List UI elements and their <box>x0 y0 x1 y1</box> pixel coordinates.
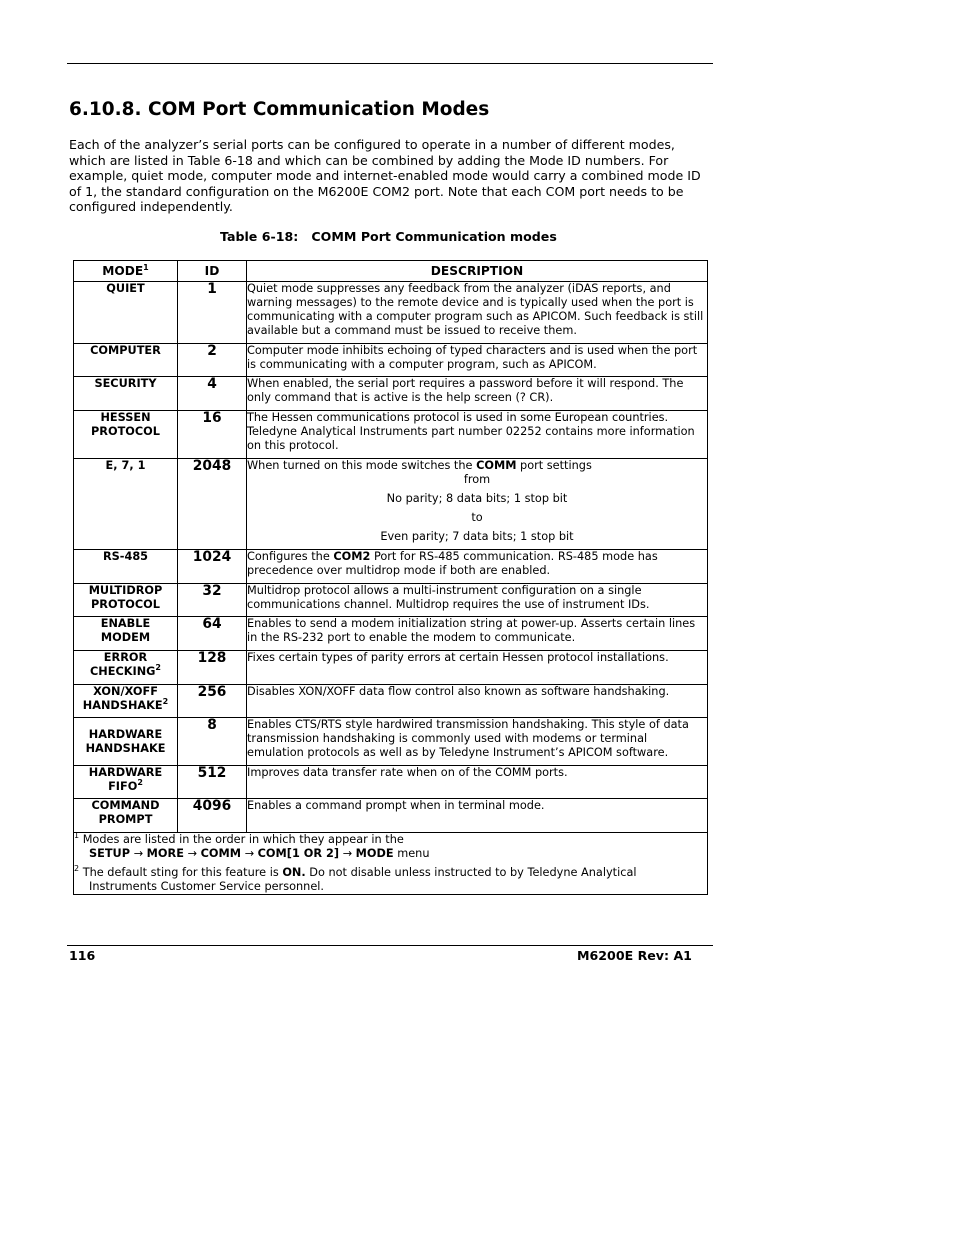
id-cell: 4 <box>178 377 247 411</box>
header-id: ID <box>178 261 247 282</box>
table-row <box>74 282 708 344</box>
description-cell: Enables CTS/RTS style hardwired transmission handshaking. This style of data transmission handshaking is commonly used with modems or terminal emulation protocols as well as by Teledyne Instrument’s APICOM software. <box>247 718 708 766</box>
id-cell: 2 <box>178 344 247 377</box>
table-notes-row <box>74 833 708 895</box>
id-cell: 32 <box>178 584 247 617</box>
note-2: $^2$ The default sting for this feature is ON. Do not disable unless instructed to by Teledyne Analytical <box>74 864 637 879</box>
table-row <box>74 550 708 584</box>
description-cell: Improves data transfer rate when on of the COMM ports. <box>247 766 708 799</box>
mode-cell: QUIET <box>74 282 178 344</box>
id-cell: 1024 <box>178 550 247 584</box>
description-cell: When enabled, the serial port requires a password before it will respond. The only command that is active is the help screen (? CR). <box>247 377 708 411</box>
table-row <box>74 344 708 377</box>
header-description: DESCRIPTION <box>247 261 708 282</box>
mode-cell: SECURITY <box>74 377 178 411</box>
mode-cell: HARDWARE FIFO$^2$ <box>74 766 178 799</box>
mode-cell: COMMAND PROMPT <box>74 799 178 833</box>
table-row <box>74 718 708 766</box>
description-cell: Fixes certain types of parity errors at certain Hessen protocol installations. <box>247 651 708 685</box>
table-row <box>74 584 708 617</box>
note-1: $^1$ Modes are listed in the order in which they appear in the <box>74 831 404 846</box>
table-caption: Table 6-18: COMM Port Communication modes <box>220 229 557 244</box>
note-2-continued: Instruments Customer Service personnel. <box>89 880 325 893</box>
description-cell: Enables to send a modem initialization string at power-up. Asserts certain lines in the RS-232 port to enable the modem to communicate. <box>247 617 708 651</box>
document-revision: M6200E Rev: A1 <box>577 948 692 963</box>
intro-paragraph: Each of the analyzer’s serial ports can be configured to operate in a number of different modes, which are listed in Table 6-18 and which can be combined by adding the Mode ID numbers. For example, quiet mode, computer mode and internet-enabled mode would carry a combined mode ID of 1, the standard configuration on the M6200E COM2 port. Note that each COM port needs to be configured independently. <box>69 137 701 215</box>
id-cell: 1 <box>178 282 247 344</box>
id-cell: 512 <box>178 766 247 799</box>
table-header-row <box>74 261 708 282</box>
description-cell: Configures the COM2 Port for RS-485 communication. RS-485 mode has precedence over multidrop mode if both are enabled. <box>247 550 708 584</box>
header-rule <box>67 63 713 64</box>
section-title: 6.10.8. COM Port Communication Modes <box>69 99 490 120</box>
table-row <box>74 377 708 411</box>
mode-cell: E, 7, 1 <box>74 459 178 550</box>
menu-path: SETUP → MORE → COMM → COM[1 OR 2] → MODE menu <box>89 847 430 860</box>
description-cell: Quiet mode suppresses any feedback from the analyzer (iDAS reports, and warning messages) to the remote device and is typically used when the port is communicating with a computer program such as APICOM. Such feedback is still available but a command must be issued to receive them. <box>247 282 708 344</box>
description-cell: When turned on this mode switches the COMM port settings from No parity; 8 data bits; 1 stop bit to Even parity; 7 data bits; 1 stop bit <box>247 459 708 550</box>
page-number: 116 <box>69 948 96 963</box>
arrow-icon: → <box>187 847 197 860</box>
mode-cell: ERROR CHECKING$^2$ <box>74 651 178 685</box>
id-cell: 256 <box>178 685 247 718</box>
description-cell: The Hessen communications protocol is used in some European countries. Teledyne Analytical Instruments part number 02252 contains more information on this protocol. <box>247 411 708 459</box>
description-cell: Multidrop protocol allows a multi-instrument configuration on a single communications channel. Multidrop requires the use of instrument IDs. <box>247 584 708 617</box>
footer-rule <box>67 945 713 946</box>
mode-cell: XON/XOFF HANDSHAKE$^2$ <box>74 685 178 718</box>
table-row <box>74 685 708 718</box>
arrow-icon: → <box>133 847 144 860</box>
mode-cell: MULTIDROP PROTOCOL <box>74 584 178 617</box>
mode-cell: HESSEN PROTOCOL <box>74 411 178 459</box>
id-cell: 16 <box>178 411 247 459</box>
mode-cell: ENABLE MODEM <box>74 617 178 651</box>
description-cell: Computer mode inhibits echoing of typed characters and is used when the port is communicating with a computer program, such as APICOM. <box>247 344 708 377</box>
mode-cell: COMPUTER <box>74 344 178 377</box>
description-cell: Disables XON/XOFF data flow control also known as software handshaking. <box>247 685 708 718</box>
description-cell: Enables a command prompt when in terminal mode. <box>247 799 708 833</box>
table-row <box>74 799 708 833</box>
table-row <box>74 651 708 685</box>
id-cell: 64 <box>178 617 247 651</box>
id-cell: 128 <box>178 651 247 685</box>
mode-cell: RS-485 <box>74 550 178 584</box>
id-cell: 2048 <box>178 459 247 550</box>
arrow-icon: → <box>244 847 255 860</box>
table-row <box>74 411 708 459</box>
id-cell: 8 <box>178 718 247 766</box>
table-row <box>74 459 708 550</box>
arrow-icon: → <box>342 847 353 860</box>
mode-cell: HARDWARE HANDSHAKE <box>74 718 178 766</box>
table-notes <box>74 833 708 895</box>
header-mode: MODE$^1$ <box>74 261 178 282</box>
table-row <box>74 617 708 651</box>
table-row <box>74 766 708 799</box>
comm-modes-table <box>73 260 708 895</box>
id-cell: 4096 <box>178 799 247 833</box>
